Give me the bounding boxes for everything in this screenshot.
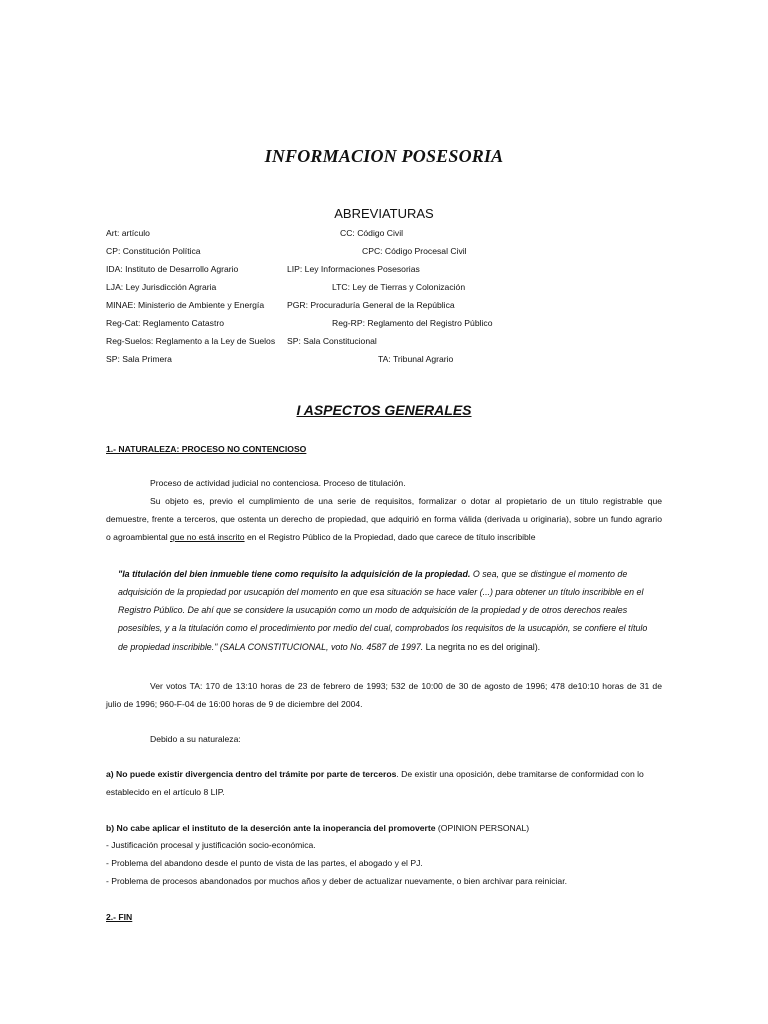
item-b-bold: b) No cabe aplicar el instituto de la deserción ante la inoperancia del promoverte [106,823,436,833]
quote-line: adquisición de la propiedad por usucapión del momento en que esa situación se hace valer (...) para obtener un título inscribible en el [118,587,644,597]
quote-text: O sea, que se distingue el momento de [470,569,628,579]
quote-line [118,642,540,652]
quote-line: Registro Público. De ahí que se considere la usucapión como un modo de adquisición de la propiedad y de otros derechos reales [118,605,628,615]
bullet-item: - Justificación procesal y justificación socio-económica. [106,840,316,850]
item-b [106,823,529,833]
paragraph-text: o agroambiental [106,532,171,542]
abbr-left: Reg-Suelos: Reglamento a la Ley de Suelos [106,336,276,346]
subsection-heading-fin: 2.- FIN [106,912,133,922]
abbr-right: SP: Sala Constitucional [287,336,377,346]
abbr-right: TA: Tribunal Agrario [378,354,454,364]
paragraph-line: establecido en el artículo 8 LIP. [106,787,225,797]
abbr-right: LIP: Ley Informaciones Posesorias [287,264,420,274]
document-title: INFORMACION POSESORIA [264,146,504,166]
paragraph-line: demuestre, frente a terceros, que ostenta un derecho de propiedad, que adquirió en forma válida (derivada u originaria), sobre un fundo agrario [106,514,662,524]
abbr-right: CPC: Código Procesal Civil [362,246,467,256]
item-b-text: (OPINION PERSONAL) [435,823,530,833]
paragraph-line: julio de 1996; 960-F-04 de 16:00 horas de 9 de diciembre del 2004. [106,699,363,709]
paragraph-line: Su objeto es, previo el cumplimiento de una serie de requisitos, formalizar o dotar al propietario de un titulo registrable que [150,496,662,506]
abbr-left: Reg-Cat: Reglamento Catastro [106,318,224,328]
bullet-item: - Problema del abandono desde el punto de vista de las partes, el abogado y el PJ. [106,858,423,868]
section-heading: I ASPECTOS GENERALES [296,402,472,418]
item-a [106,769,644,779]
abbr-right: CC: Código Civil [340,228,404,238]
abbr-left: CP: Constitución Política [106,246,201,256]
abbr-left: LJA: Ley Jurisdicción Agraria [106,282,217,292]
abbr-left: Art: artículo [106,228,150,238]
paragraph-line: Debido a su naturaleza: [150,734,241,744]
paragraph-line [106,532,536,542]
item-a-bold: a) No puede existir divergencia dentro del trámite por parte de terceros [106,769,397,779]
paragraph-text: en el Registro Público de la Propiedad, dado que carece de título inscribible [244,532,536,542]
underlined-text: que no está inscrito [170,532,245,542]
quote-line: posesibles, y a la titulación como el procedimiento por medio del cual, comprobados los requisitos de la usucapión, se confiere el título [118,623,648,633]
bullet-item: - Problema de procesos abandonados por muchos años y deber de actualizar nuevamente, o bien archivar para reiniciar. [106,876,567,886]
abbr-right: LTC: Ley de Tierras y Colonización [332,282,466,292]
abbr-left: IDA: Instituto de Desarrollo Agrario [106,264,239,274]
abbr-right: PGR: Procuraduría General de la República [287,300,455,310]
quote-text: de propiedad inscribible." (SALA CONSTITUCIONAL, voto No. 4587 de 1997. [118,642,424,652]
quote-note: La negrita no es del original). [423,642,541,652]
abbr-right: Reg-RP: Reglamento del Registro Público [332,318,493,328]
abbr-left: SP: Sala Primera [106,354,172,364]
item-a-text: . De existir una oposición, debe tramitarse de conformidad con lo [396,769,644,779]
quote-line [118,569,627,579]
paragraph-line: Proceso de actividad judicial no contenciosa. Proceso de titulación. [150,478,406,488]
subsection-heading-naturaleza: 1.- NATURALEZA: PROCESO NO CONTENCIOSO [106,444,307,454]
abbreviations-heading: ABREVIATURAS [334,206,434,221]
paragraph-line: Ver votos TA: 170 de 13:10 horas de 23 de febrero de 1993; 532 de 10:00 de 30 de agosto de 1996; 478 de10:10 horas de 31 de [150,681,662,691]
abbr-left: MINAE: Ministerio de Ambiente y Energía [106,300,265,310]
quote-bold-text: "la titulación del bien inmueble tiene como requisito la adquisición de la propiedad. [118,569,471,579]
